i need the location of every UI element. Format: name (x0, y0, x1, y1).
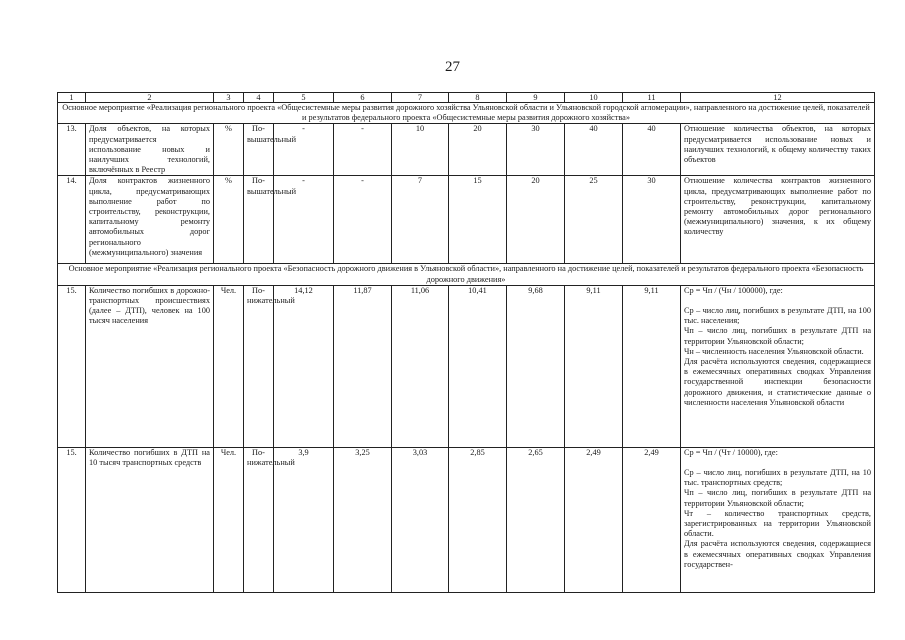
method-line: Для расчёта используются сведения, содержащиеся в ежемесячных оперативных сводках Управления государствен- (684, 539, 871, 569)
value-cell: 7 (392, 176, 449, 264)
calculation-method (681, 285, 875, 447)
row-number: 15. (58, 285, 86, 447)
indicator-name: Количество погибших в дорожно-транспортных происшествиях (далее – ДТП), человек на 100 тысяч населения (86, 285, 214, 447)
column-header: 10 (565, 93, 623, 103)
column-header: 11 (623, 93, 681, 103)
trend-cell: По-вышательный (244, 176, 274, 264)
value-cell: 10,41 (449, 285, 507, 447)
row-number: 15. (58, 447, 86, 592)
indicator-name: Количество погибших в ДТП на 10 тысяч транспортных средств (86, 447, 214, 592)
value-cell: 3,25 (334, 447, 392, 592)
value-cell: 11,06 (392, 285, 449, 447)
table-row (58, 447, 875, 592)
method-line: Чн – численность населения Ульяновской области. (684, 346, 864, 356)
value-cell: 20 (449, 124, 507, 176)
column-header: 4 (244, 93, 274, 103)
value-cell: 3,03 (392, 447, 449, 592)
column-header: 8 (449, 93, 507, 103)
row-number: 14. (58, 176, 86, 264)
method-line: Чт – количество транспортных средств, зарегистрированных на территории Ульяновской области. (684, 508, 871, 539)
value-cell: - (274, 176, 334, 264)
value-cell: 30 (507, 124, 565, 176)
value-cell: 2,49 (565, 447, 623, 592)
column-header: 2 (86, 93, 214, 103)
column-header: 3 (214, 93, 244, 103)
method-line: Ср = Чп / (Чн / 100000), где: (684, 285, 783, 295)
method-line: Ср – число лиц, погибших в результате ДТП, на 10 тыс. транспортных средств; (684, 468, 871, 488)
value-cell: 10 (392, 124, 449, 176)
column-header: 5 (274, 93, 334, 103)
value-cell: 3,9 (274, 447, 334, 592)
section-row (58, 103, 875, 124)
row-number: 13. (58, 124, 86, 176)
value-cell: 15 (449, 176, 507, 264)
value-cell: 2,85 (449, 447, 507, 592)
column-header: 1 (58, 93, 86, 103)
section-row (58, 264, 875, 285)
column-header: 9 (507, 93, 565, 103)
trend-cell: По-нижательный (244, 285, 274, 447)
method-line: Ср – число лиц, погибших в результате ДТП, на 100 тыс. населения; (684, 306, 871, 326)
indicator-name: Доля контрактов жизненного цикла, предусматривающих выполнение работ по строительству, реконструкции, капитальному ремонту автомобильных дорог регионального (межмуниципального) значения (86, 176, 214, 264)
table-row (58, 285, 875, 447)
value-cell: 2,65 (507, 447, 565, 592)
value-cell: - (274, 124, 334, 176)
value-cell: 9,68 (507, 285, 565, 447)
unit-cell: Чел. (214, 447, 244, 592)
trend-cell: По-вышательный (244, 124, 274, 176)
page-number: 27 (445, 59, 460, 75)
value-cell: 40 (565, 124, 623, 176)
value-cell: 40 (623, 124, 681, 176)
value-cell: 9,11 (623, 285, 681, 447)
value-cell: 20 (507, 176, 565, 264)
method-line: Чп – число лиц, погибших в результате ДТП на территории Ульяновской области; (684, 326, 871, 346)
unit-cell: % (214, 124, 244, 176)
section-title: Основное мероприятие «Реализация регионального проекта «Общесистемные меры развития дорожного хозяйства Ульяновской области и Ульяновской городской агломерации», направленного на достижение целей, показателей и результатов федерального проекта «Общесистемные меры развития дорожного хозяйства» (58, 103, 875, 124)
method-line: Чп – число лиц, погибших в результате ДТП на территории Ульяновской области; (684, 488, 871, 508)
column-header: 12 (681, 93, 875, 103)
value-cell: - (334, 176, 392, 264)
trend-cell: По-нижательный (244, 447, 274, 592)
method-line: Для расчёта используются сведения, содержащиеся в ежемесячных оперативных сводках Управления государственной инспекции безопасности дорожного движения, и статистические данные о численности населения Ульяновской области (684, 357, 871, 407)
calculation-method (681, 447, 875, 592)
value-cell: - (334, 124, 392, 176)
column-header: 6 (334, 93, 392, 103)
indicators-table (57, 92, 875, 593)
column-header: 7 (392, 93, 449, 103)
value-cell: 25 (565, 176, 623, 264)
value-cell: 11,87 (334, 285, 392, 447)
calculation-method: Отношение количества объектов, на которых предусматривается использование новых и наилучших технологий, к общему количеству таких объектов (681, 124, 875, 176)
value-cell: 14,12 (274, 285, 334, 447)
method-line: Ср = Чп / (Чт / 10000), где: (684, 447, 778, 457)
table-row (58, 176, 875, 264)
unit-cell: Чел. (214, 285, 244, 447)
value-cell: 9,11 (565, 285, 623, 447)
calculation-method: Отношение количества контрактов жизненного цикла, предусматривающих выполнение работ по строительству, реконструкции, капитальному ремонту автомобильных дорог регионального (межмуниципального) значения, к их общему количеству (681, 176, 875, 264)
value-cell: 30 (623, 176, 681, 264)
table-row (58, 124, 875, 176)
section-title: Основное мероприятие «Реализация регионального проекта «Безопасность дорожного движения в Ульяновской области», направленного на достижение целей, показателей и результатов федерального проекта «Безопасность дорожного движения» (58, 264, 875, 285)
value-cell: 2,49 (623, 447, 681, 592)
column-number-row (58, 93, 875, 103)
unit-cell: % (214, 176, 244, 264)
indicator-name: Доля объектов, на которых предусматривается использование новых и наилучших технологий, включённых в Реестр (86, 124, 214, 176)
